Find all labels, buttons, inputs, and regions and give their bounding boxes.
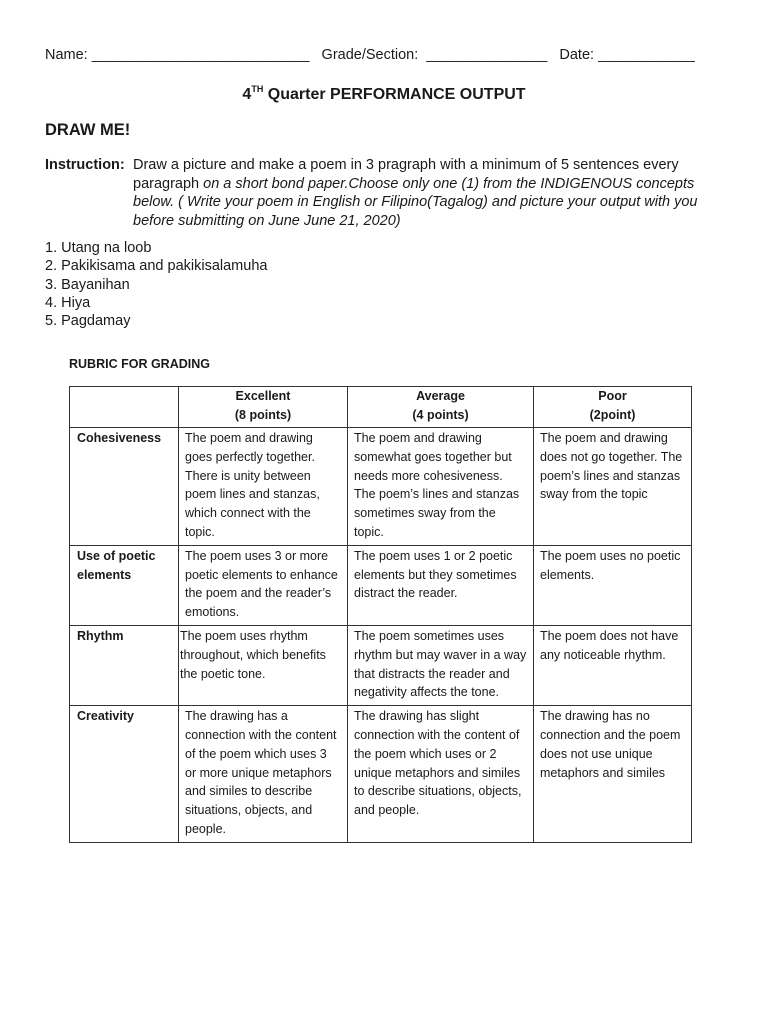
list-item: 4. Hiya (45, 294, 91, 311)
header-points: (4 points) (412, 407, 469, 422)
header-cell-average (348, 387, 534, 428)
average-cell: The drawing has slight connection with the content of the poem which uses or 2 unique metaphors and similes to describe situations, objects, and people. (348, 706, 534, 843)
instruction-text (133, 156, 723, 230)
poor-cell: The drawing has no connection and the poem does not use unique metaphors and similes (534, 706, 692, 843)
poor-cell: The poem and drawing does not go together. The poem’s lines and stanzas sway from the topic (534, 428, 692, 546)
header-points: (8 points) (234, 407, 292, 422)
criterion-cell: Rhythm (70, 625, 179, 705)
table-header-row (70, 387, 692, 428)
header-name: Average (416, 389, 465, 403)
list-item: 2. Pakikisama and pakikisalamuha (45, 258, 268, 275)
title-superscript: TH (251, 83, 264, 94)
activity-title: DRAW ME! (45, 121, 131, 139)
poor-cell: The poem does not have any noticeable rhythm. (534, 625, 692, 705)
list-item: 5. Pagdamay (45, 313, 131, 330)
instruction-text-normal: Draw a picture and make a poem in 3 pragraph with a minimum of 5 sentences every paragraph (133, 157, 679, 192)
page-title (0, 83, 768, 104)
table-row (70, 625, 692, 705)
table-row (70, 706, 692, 843)
excellent-cell: The drawing has a connection with the content of the poem which uses 3 or more unique metaphors and similes to describe situations, objects, and people. (179, 706, 348, 843)
list-item: 1. Utang na loob (45, 240, 152, 256)
table-row (70, 545, 692, 625)
concept-list (45, 239, 267, 330)
average-cell: The poem sometimes uses rhythm but may waver in a way that distracts the reader and negativity affects the tone. (348, 625, 534, 705)
header-points: (2point) (589, 407, 636, 422)
rubric-title: RUBRIC FOR GRADING (69, 357, 210, 371)
rubric-table (69, 386, 692, 843)
instruction-text-italic: on a short bond paper.Choose only one (1) from the INDIGENOUS concepts below. ( Write your poem in English or Filipino(Tagalog) and picture your output with you before submitting on June June 21, 2020) (133, 175, 698, 229)
average-cell: The poem and drawing somewhat goes together but needs more cohesiveness. The poem’s lines and stanzas sometimes sway from the topic. (348, 428, 534, 546)
list-item: 3. Bayanihan (45, 276, 130, 293)
student-info-line: Name: ___________________________ Grade/Section: _______________ Date: ____________ (45, 47, 695, 63)
header-name: Poor (598, 389, 627, 403)
header-name: Excellent (235, 389, 291, 403)
criterion-cell: Cohesiveness (70, 428, 179, 546)
header-cell-criteria (70, 387, 179, 428)
criterion-cell: Use of poetic elements (70, 545, 179, 625)
table-row (70, 428, 692, 546)
average-cell: The poem uses 1 or 2 poetic elements but they sometimes distract the reader. (348, 545, 534, 625)
poor-cell: The poem uses no poetic elements. (534, 545, 692, 625)
excellent-cell: The poem uses 3 or more poetic elements to enhance the poem and the reader’s emotions. (179, 545, 348, 625)
header-cell-excellent (179, 387, 348, 428)
criterion-cell: Creativity (70, 706, 179, 843)
title-quarter-number: 4 (242, 86, 252, 103)
instruction-label: Instruction: (45, 157, 125, 173)
header-cell-poor (534, 387, 692, 428)
title-text: Quarter PERFORMANCE OUTPUT (263, 86, 526, 103)
excellent-cell: The poem and drawing goes perfectly together. There is unity between poem lines and stanzas, which connect with the topic. (179, 428, 348, 546)
excellent-cell: The poem uses rhythm throughout, which benefits the poetic tone. (179, 625, 348, 705)
